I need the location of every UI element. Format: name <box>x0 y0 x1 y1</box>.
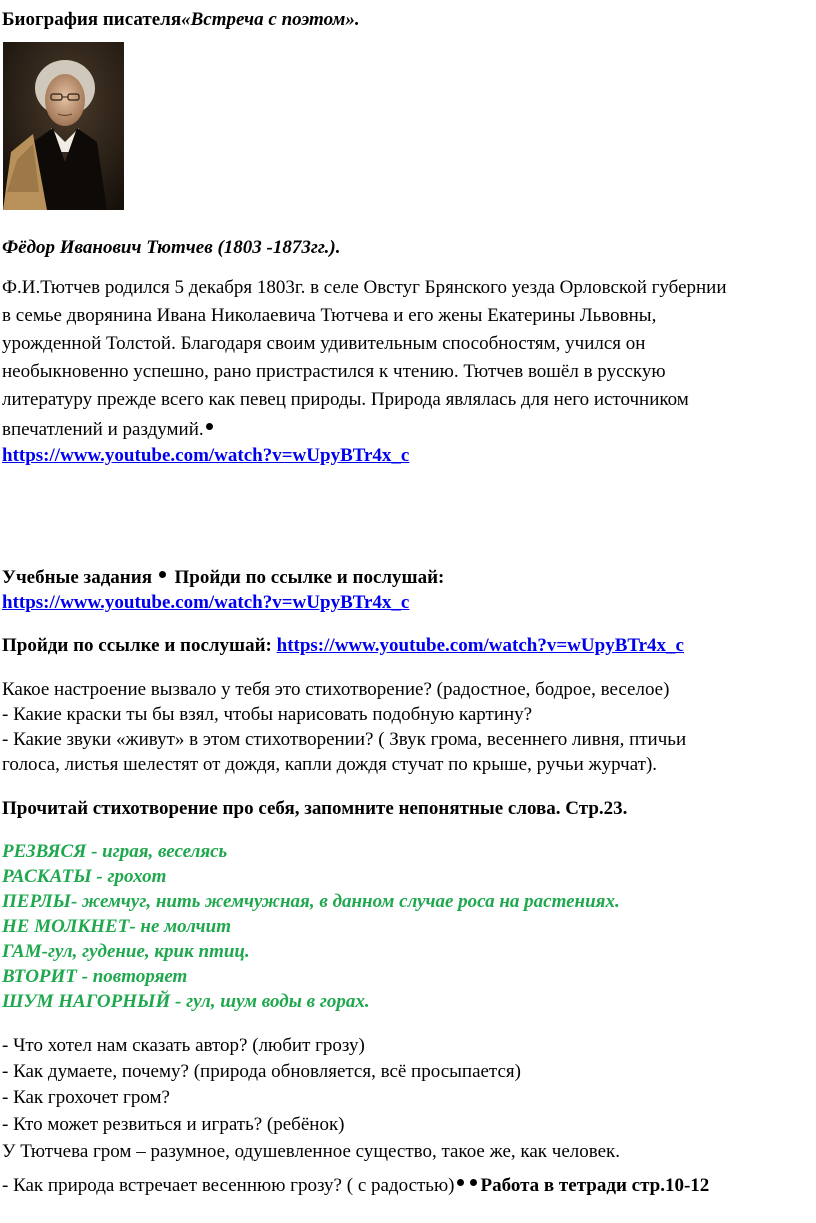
bullet-icon <box>206 423 213 430</box>
listen-youtube-link[interactable]: https://www.youtube.com/watch?v=wUpyBTr4x_c <box>276 635 684 656</box>
vocab-item: ВТОРИТ - повторяет <box>2 966 188 987</box>
bullet-icon <box>470 1179 477 1186</box>
read-instruction: Прочитай стихотворение про себя, запомните непонятные слова. Стр.23. <box>2 798 628 819</box>
discussion-line: - Кто может резвиться и играть? (ребёнок) <box>2 1114 345 1135</box>
tasks-link-line <box>2 591 409 615</box>
bio-line: необыкновенно успешно, рано пристрастился к чтению. Тютчев вошёл в русскую <box>2 361 666 382</box>
final-line <box>2 1174 709 1198</box>
question-line: голоса, листья шелестят от дождя, капли дождя стучат по крыше, ручьи журчат). <box>2 754 658 775</box>
tasks-youtube-link[interactable]: https://www.youtube.com/watch?v=wUpyBTr4x_c <box>2 592 410 613</box>
question-line: - Какие краски ты бы взял, чтобы нарисовать подобную картину? <box>2 704 533 725</box>
bio-line: литературу прежде всего как певец природы. Природа являлась для него источником <box>2 389 689 410</box>
title-bold: Биография писателя <box>2 9 182 30</box>
bio-line: в семье дворянина Ивана Николаевича Тютчева и его жены Екатерины Львовны, <box>2 305 657 326</box>
final-question: - Как природа встречает весеннюю грозу? ( с радостью) <box>2 1175 455 1196</box>
bio-line: Ф.И.Тютчев родился 5 декабря 1803г. в селе Овстуг Брянского уезда Орловской губернии <box>2 277 727 298</box>
vocab-item: ШУМ НАГОРНЫЙ - гул, шум воды в горах. <box>2 991 370 1012</box>
question-line: - Какие звуки «живут» в этом стихотворении? ( Звук грома, весеннего ливня, птичьи <box>2 729 687 750</box>
discussion-line: - Как думаете, почему? (природа обновляется, всё просыпается) <box>2 1061 521 1082</box>
bullet-icon <box>159 571 166 578</box>
listen-line <box>2 634 684 658</box>
tasks-heading <box>2 566 444 590</box>
vocab-item: РАСКАТЫ - грохот <box>2 866 167 887</box>
tasks-heading-label: Учебные задания <box>2 567 152 588</box>
bio-youtube-link[interactable]: https://www.youtube.com/watch?v=wUpyBTr4x_c <box>2 445 410 466</box>
bio-link-line <box>2 444 409 468</box>
discussion-line: У Тютчева гром – разумное, одушевленное существо, такое же, как человек. <box>2 1141 621 1162</box>
bio-line-text: впечатлений и раздумий. <box>2 419 204 440</box>
vocab-item: ГАМ-гул, гудение, крик птиц. <box>2 941 250 962</box>
vocab-item: ПЕРЛЫ- жемчуг, нить жемчужная, в данном случае роса на растениях. <box>2 891 620 912</box>
document-title <box>2 8 360 32</box>
discussion-line: - Что хотел нам сказать автор? (любит грозу) <box>2 1035 365 1056</box>
tasks-heading-instruction: Пройди по ссылке и послушай: <box>174 567 445 588</box>
portrait-image <box>3 42 124 210</box>
bio-line: урожденной Толстой. Благодаря своим удивительным способностям, учился он <box>2 333 646 354</box>
listen-label: Пройди по ссылке и послушай: <box>2 635 272 656</box>
bullet-icon <box>457 1179 464 1186</box>
vocab-item: НЕ МОЛКНЕТ- не молчит <box>2 916 231 937</box>
question-line: Какое настроение вызвало у тебя это стихотворение? (радостное, бодрое, веселое) <box>2 679 670 700</box>
discussion-line: - Как грохочет гром? <box>2 1087 170 1108</box>
title-italic: «Встреча с поэтом». <box>181 9 360 30</box>
vocab-item: РЕЗВЯСЯ - играя, веселясь <box>2 841 228 862</box>
author-name: Фёдор Иванович Тютчев (1803 -1873гг.). <box>2 237 341 258</box>
bio-line-last <box>2 418 217 442</box>
homework-text: Работа в тетради стр.10-12 <box>480 1175 710 1196</box>
